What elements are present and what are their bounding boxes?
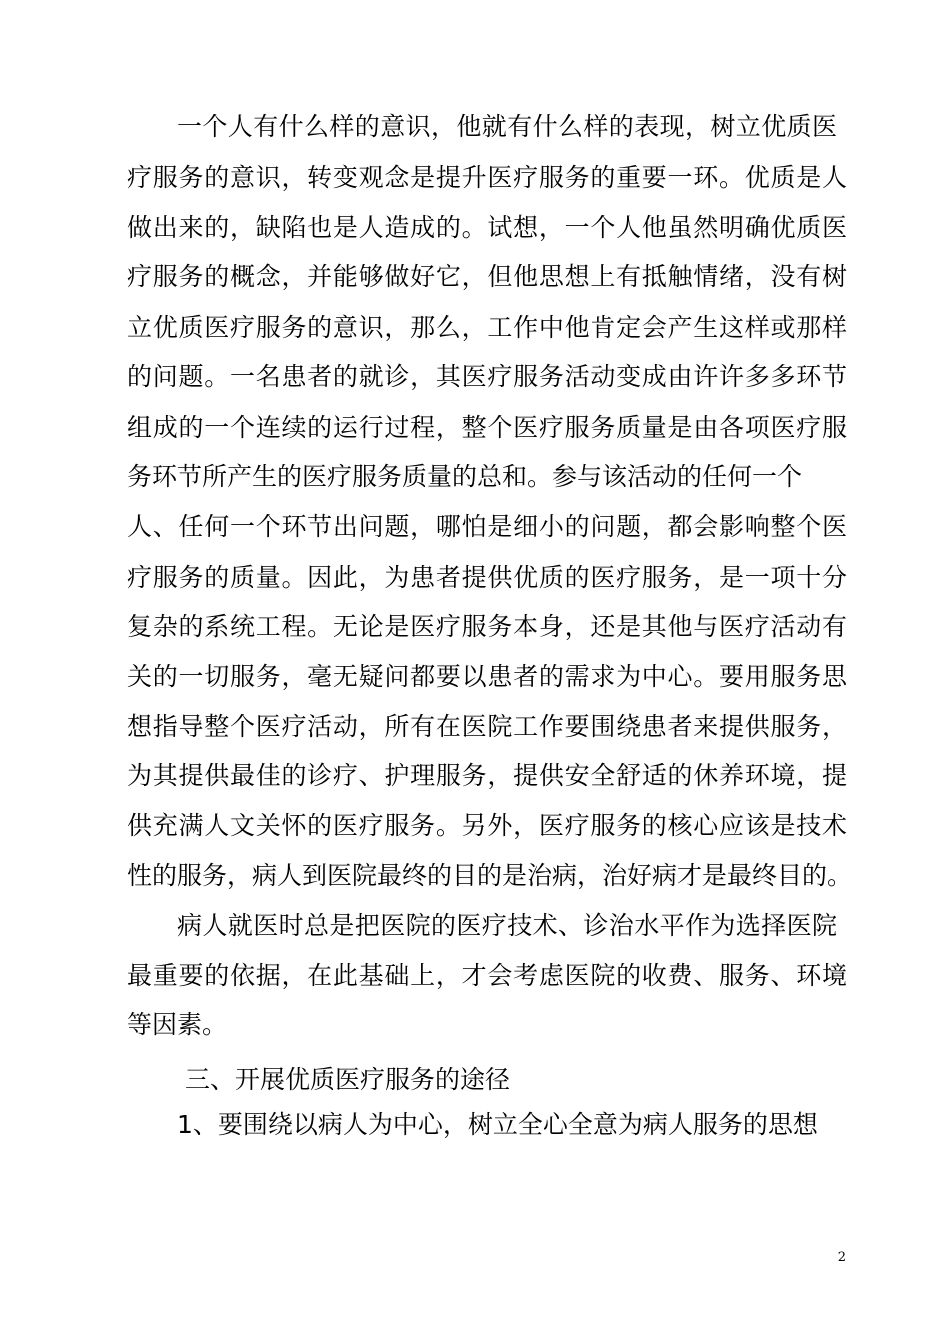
paragraph-line: 供充满人文关怀的医疗服务。另外，医疗服务的核心应该是技术 (127, 811, 847, 840)
paragraph-line: 想指导整个医疗活动，所有在医院工作要围绕患者来提供服务， (127, 712, 847, 741)
paragraph-line: 复杂的系统工程。无论是医疗服务本身，还是其他与医疗活动有 (127, 612, 847, 641)
list-item: 1、要围绕以病人为中心，树立全心全意为病人服务的思想 (177, 1110, 818, 1139)
paragraph-line: 疗服务的质量。因此，为患者提供优质的医疗服务，是一项十分 (127, 563, 847, 592)
paragraph-line: 关的一切服务，毫无疑问都要以患者的需求为中心。要用服务思 (127, 662, 847, 691)
paragraph-line: 疗服务的意识，转变观念是提升医疗服务的重要一环。优质是人 (127, 163, 847, 192)
page-number: 2 (837, 1250, 846, 1265)
paragraph-line: 性的服务，病人到医院最终的目的是治病，治好病才是最终目的。 (127, 861, 853, 890)
paragraph-line: 一个人有什么样的意识，他就有什么样的表现，树立优质医 (177, 112, 837, 141)
paragraph-line: 做出来的，缺陷也是人造成的。试想，一个人他虽然明确优质医 (127, 213, 847, 242)
paragraph-line: 务环节所产生的医疗服务质量的总和。参与该活动的任何一个 (127, 462, 803, 491)
section-heading: 三、开展优质医疗服务的途径 (185, 1065, 511, 1094)
paragraph-line: 人、任何一个环节出问题，哪怕是细小的问题，都会影响整个医 (127, 512, 847, 541)
paragraph-line: 组成的一个连续的运行过程，整个医疗服务质量是由各项医疗服 (127, 413, 847, 442)
paragraph-line: 为其提供最佳的诊疗、护理服务，提供安全舒适的休养环境，提 (127, 761, 847, 790)
paragraph-line: 等因素。 (127, 1010, 228, 1039)
paragraph-line: 最重要的依据，在此基础上，才会考虑医院的收费、服务、环境 (127, 961, 847, 990)
paragraph-line: 疗服务的概念，并能够做好它，但他思想上有抵触情绪，没有树 (127, 262, 847, 291)
paragraph-line: 的问题。一名患者的就诊，其医疗服务活动变成由许许多多环节 (127, 362, 847, 391)
paragraph-line: 病人就医时总是把医院的医疗技术、诊治水平作为选择医院 (177, 911, 837, 940)
paragraph-line: 立优质医疗服务的意识，那么，工作中他肯定会产生这样或那样 (127, 313, 847, 342)
